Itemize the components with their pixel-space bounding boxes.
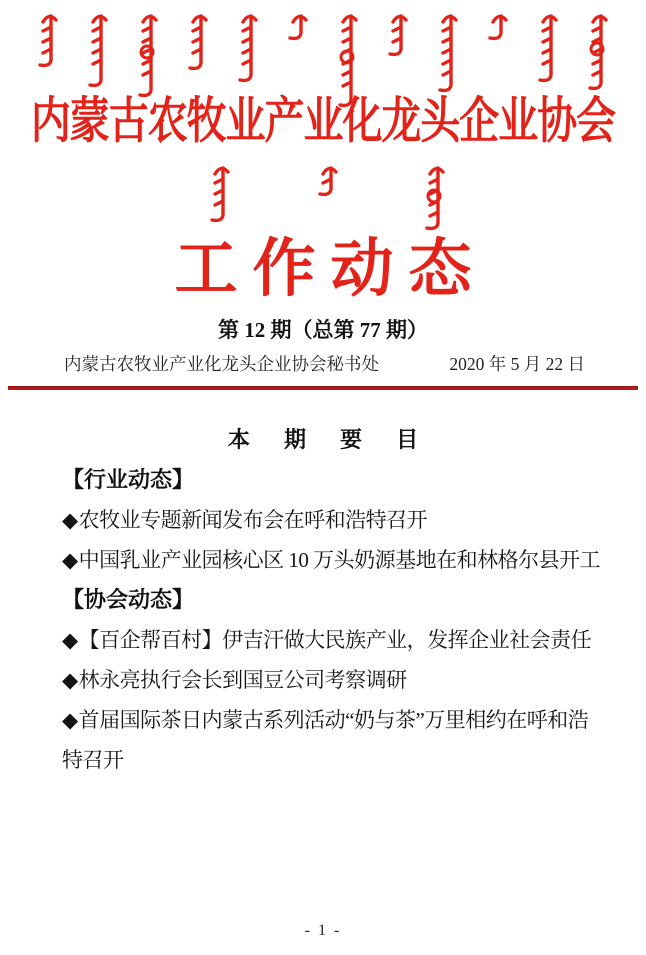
mongolian-word-glyph (233, 14, 263, 84)
publish-date: 2020 年 5 月 22 日 (449, 354, 585, 374)
bulletin-title: 工作动态 (174, 234, 487, 304)
toc-body (62, 460, 602, 780)
toc-item-text: 林永亮执行会长到国豆公司考察调研 (78, 668, 407, 692)
toc-item (62, 620, 602, 660)
diamond-bullet-icon: ◆ (62, 548, 78, 572)
toc-item (62, 660, 602, 700)
mongolian-word-glyph (283, 14, 313, 42)
diamond-bullet-icon: ◆ (62, 668, 78, 692)
mongolian-word-glyph (183, 14, 213, 72)
issue-number-line: 第 12 期（总第 77 期） (218, 318, 428, 342)
diamond-bullet-icon: ◆ (62, 508, 78, 532)
toc-item-text: 农牧业专题新闻发布会在呼和浩特召开 (78, 508, 428, 532)
mongolian-word-glyph (313, 166, 343, 198)
page-number: - 1 - (304, 922, 342, 939)
mongolian-word-glyph (383, 14, 413, 58)
mongolian-word-glyph (583, 14, 613, 92)
toc-item (62, 700, 602, 780)
red-divider-rule (8, 386, 638, 390)
mongolian-word-glyph (205, 166, 235, 224)
toc-item (62, 540, 602, 580)
toc-item-text: 【百企帮百村】伊吉汗做大民族产业，发挥企业社会责任 (78, 628, 592, 652)
diamond-bullet-icon: ◆ (62, 628, 78, 652)
mongolian-word-glyph (33, 14, 63, 69)
toc-item-text: 中国乳业产业园核心区 10 万头奶源基地在和林格尔县开工 (78, 548, 601, 572)
publisher-row (64, 351, 585, 376)
publisher-name: 内蒙古农牧业产业化龙头企业协会秘书处 (64, 354, 379, 374)
toc-section-label-industry: 【行业动态】 (62, 467, 195, 492)
toc-heading: 本 期 要 目 (227, 427, 433, 452)
diamond-bullet-icon: ◆ (62, 708, 78, 732)
organization-title: 内蒙古农牧业产业化龙头企业协会 (30, 94, 616, 150)
mongolian-word-glyph (83, 14, 113, 89)
toc-item-text: 首届国际茶日内蒙古系列活动“奶与茶”万里相约在呼和浩特召开 (62, 708, 589, 772)
toc-section-label-association: 【协会动态】 (62, 587, 195, 612)
mongolian-word-glyph (483, 14, 513, 42)
toc-item (62, 500, 602, 540)
mongolian-word-glyph (533, 14, 563, 84)
